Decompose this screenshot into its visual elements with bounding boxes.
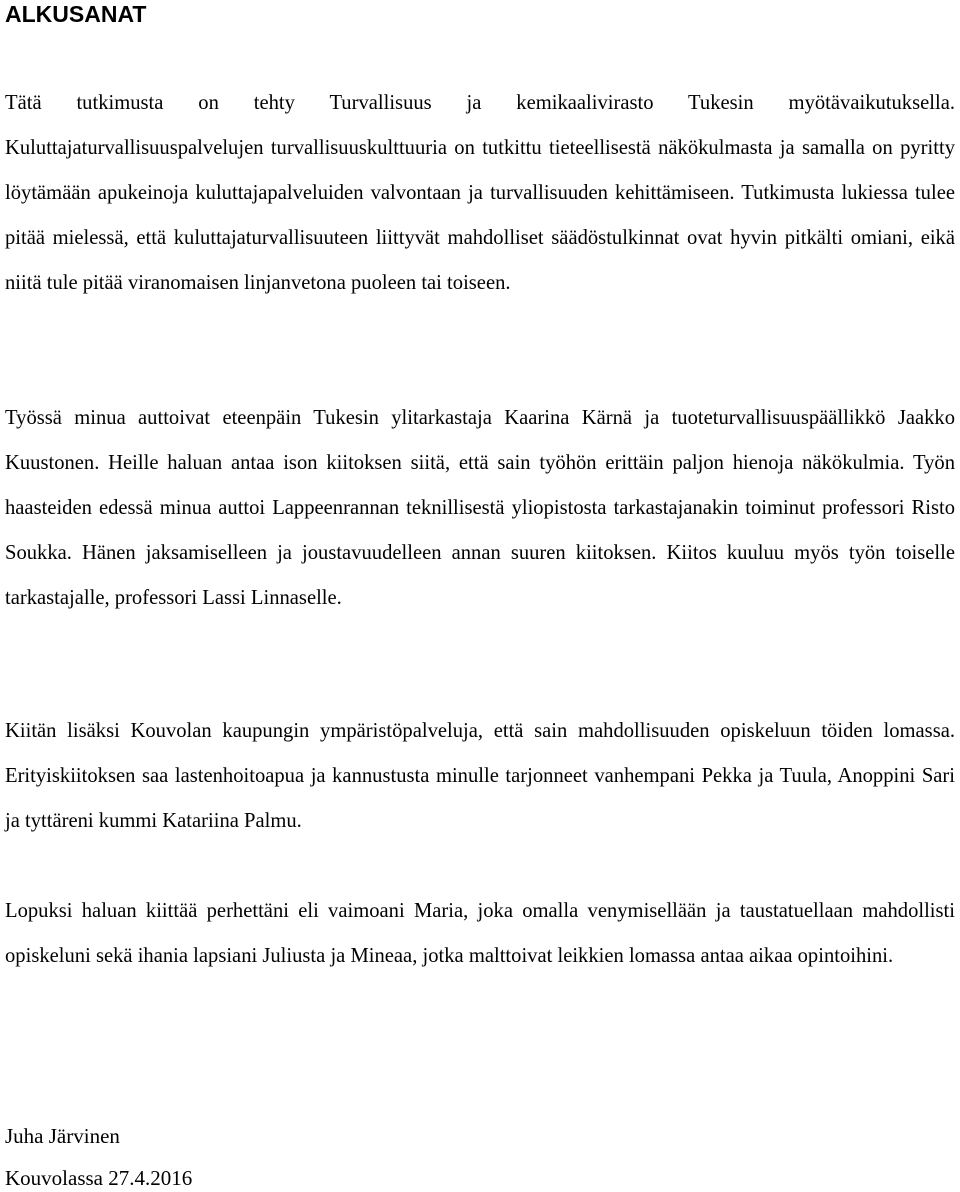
paragraph-closing: Lopuksi haluan kiittää perhettäni eli vaimoani Maria, joka omalla venymisellään ja taustatuellaan mahdollisti opiskeluni sekä ihania lapsiani Juliusta ja Mineaa, jotka malttoivat leikkien lomassa antaa aikaa opintoihini. — [5, 900, 955, 967]
paragraph-intro: Tätä tutkimusta on tehty Turvallisuus ja kemikaalivirasto Tukesin myötävaikutuksella. Kuluttajaturvallisuuspalvelujen turvallisuuskulttuuria on tutkittu tieteellisestä näkökulmasta ja samalla on pyritty löytämään apukeinoja kuluttajapalveluiden valvontaan ja turvallisuuden kehittämiseen. Tutkimusta lukiessa tulee pitää mielessä, että kuluttajaturvallisuuteen liittyvät mahdolliset säädöstulkinnat ovat hyvin pitkälti omiani, eikä niitä tule pitää viranomaisen linjanvetona puoleen tai toiseen. — [5, 92, 955, 294]
signature-name: Juha Järvinen — [5, 1124, 120, 1148]
signature-place-date: Kouvolassa 27.4.2016 — [5, 1166, 193, 1190]
document-page — [5, 0, 955, 1190]
page-title: ALKUSANAT — [5, 1, 147, 27]
paragraph-acknowledgement-family: Kiitän lisäksi Kouvolan kaupungin ympäristöpalveluja, että sain mahdollisuuden opiskeluun töiden lomassa. Erityiskiitoksen saa lastenhoitoapua ja kannustusta minulle tarjonneet vanhempani Pekka ja Tuula, Anoppini Sari ja tyttäreni kummi Katariina Palmu. — [5, 720, 955, 832]
paragraph-acknowledgement-tukes: Työssä minua auttoivat eteenpäin Tukesin ylitarkastaja Kaarina Kärnä ja tuoteturvallisuuspäällikkö Jaakko Kuustonen. Heille haluan antaa ison kiitoksen siitä, että sain työhön erittäin paljon hienoja näkökulmia. Työn haasteiden edessä minua auttoi Lappeenrannan teknillisestä yliopistosta tarkastajanakin toiminut professori Risto Soukka. Hänen jaksamiselleen ja joustavuudelleen annan suuren kiitoksen. Kiitos kuuluu myös työn toiselle tarkastajalle, professori Lassi Linnaselle. — [5, 407, 955, 609]
